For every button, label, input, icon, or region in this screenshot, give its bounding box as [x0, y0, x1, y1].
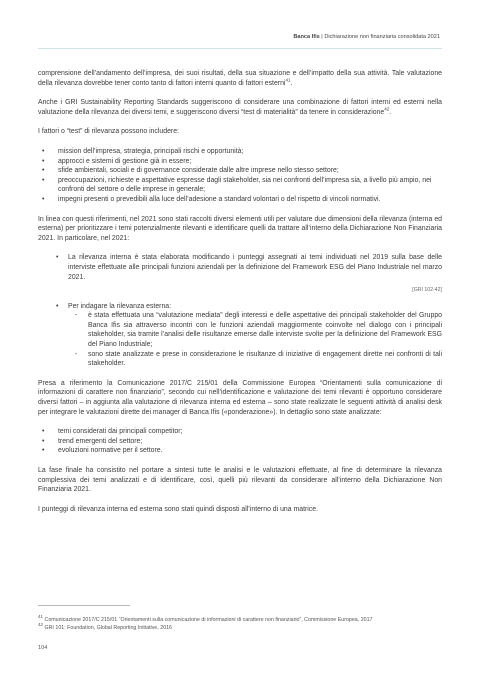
list-item-external-relevance: • Per indagare la rilevanza esterna: - è stata effettuata una “valutazione mediata” degli interessi e delle aspettative dei principali stakeholder del Gruppo Banca Ifis sia attraverso incontri con le funzioni aziendali maggiormente coinvolte nel dialogo con i principali stakeholder, sia tramite l’analisi delle risultanze emerse dalle interviste svolte per la definizione del Framework ESG del Piano Industriale; - sono state analizzate e prese in considerazione le risultanze di iniziative di engagement dirette nei confronti di tali stakeholder.: [38, 302, 442, 369]
footnote-42: $^{42}$ GRI 101: Foundation, Global Reporting Initiative, 2016: [38, 622, 172, 631]
footnote-ref-42[interactable]: 42: [384, 106, 390, 112]
list-item: • impegni presenti o prevedibili alla luce dell’adesione a standard volontari o del rispetto di vincoli normativi.: [38, 195, 442, 205]
sublist-item: - è stata effettuata una “valutazione mediata” degli interessi e delle aspettative dei principali stakeholder del Gruppo Banca Ifis sia attraverso incontri con le funzioni aziendali maggiormente coinvolte nel dialogo con i principali stakeholder, sia tramite l’analisi delle risultanze emerse dalle interviste svolte per la definizione del Framework ESG del Piano Industriale;: [68, 311, 442, 349]
list-item-internal-relevance: • La rilevanza interna è stata elaborata modificando i punteggi assegnati ai temi individuati nel 2019 sulla base delle interviste effettuate alle principali funzioni aziendali per la definizione del Framework ESG del Piano Industriale nel marzo 2021.: [38, 253, 442, 282]
paragraph-6: La fase finale ha consistito nel portare a sintesi tutte le analisi e le valutazioni effettuate, al fine di determinare la rilevanza complessiva dei temi analizzati e di identificare, così, quelli più rilevanti da considerare all’interno della Dichiarazione Non Finanziaria 2021.: [38, 467, 442, 494]
list-item: • trend emergenti del settore;: [38, 437, 442, 447]
list-item: • preoccupazioni, richieste e aspettative espresse dagli stakeholder, sia nei confronti dell’impresa sia, a livello più ampio, nei confronti del settore o delle imprese in generale;: [38, 176, 442, 195]
footnote-divider: [38, 605, 130, 606]
materiality-factors-list: [38, 147, 442, 205]
footnote-41: $^{41}$ Comunicazione 2017/C 215/01 “Orientamenti sulla comunicazione di informazioni di carattere non finanziario”, Commissione Europea, 2017: [38, 614, 373, 623]
external-relevance-sublist: [68, 311, 442, 369]
paragraph-7: I punteggi di rilevanza interna ed esterna sono stati quindi disposti all’interno di una matrice.: [38, 505, 319, 513]
list-item: • approcci e sistemi di gestione già in essere;: [38, 157, 442, 167]
paragraph-5: Presa a riferimento la Comunicazione 2017/C 215/01 della Commissione Europea “Orientamenti sulla comunicazione di informazioni di carattere non finanziario”, secondo cui nell’identificazione e valutazione dei temi rilevanti è opportuno considerare diversi fattori – in aggiunta alla valutazione di rilevanza interna ed esterna – sono state realizzate le seguenti attività di analisi desk per integrare le valutazioni dirette dei manager di Banca Ifis («ponderazione»). In dettaglio sono state analizzate:: [38, 379, 442, 416]
footnotes: [38, 614, 373, 633]
list-item: • sfide ambientali, sociali e di governance considerate dalle altre imprese nello stesso settore;: [38, 166, 442, 176]
external-relevance-list: [38, 302, 442, 369]
page-header: [293, 34, 440, 40]
gri-reference: [GRI 102-42]: [412, 287, 442, 294]
desk-analysis-list: [38, 427, 442, 456]
relevance-list: [38, 253, 442, 282]
paragraph-4: In linea con questi riferimenti, nel 2021 sono stati raccolti diversi elementi utili per valutare due dimensioni della rilevanza (interna ed esterna) per prioritizzare i temi potenzialmente rilevanti e identificare quelli da trattare all’interno della Dichiarazione Non Finanziaria 2021. In particolare, nel 2021:: [38, 215, 442, 242]
footnote-ref-41[interactable]: 41: [285, 77, 291, 83]
paragraph-3: I fattori o “test” di rilevanza possono includere:: [38, 128, 179, 136]
page-body: [38, 69, 442, 524]
header-divider: [38, 48, 442, 49]
paragraph-1: comprensione dell’andamento dell’impresa, dei suoi risultati, della sua situazione e dell’impatto della sua attività. Tale valutazione della rilevanza dovrebbe tener conto tanto di fattori interni quanto di fattori esterni$^{41}$.: [38, 70, 442, 87]
list-item: • mission dell’impresa, strategia, principali rischi e opportunità;: [38, 147, 442, 157]
list-item: • evoluzioni normative per il settore.: [38, 446, 442, 456]
paragraph-2: Anche i GRI Sustainability Reporting Standards suggeriscono di considerare una combinazione di fattori interni ed esterni nella valutazione della rilevanza dei diversi temi, e suggeriscono diversi “test di materialità” da tenere in considerazione$^{42}$.: [38, 99, 442, 116]
list-item: • temi considerati dai principali competitor;: [38, 427, 442, 437]
header-company: Banca Ifis: [293, 34, 320, 40]
header-separator: |: [319, 34, 325, 40]
page-number: 104: [38, 645, 48, 651]
sublist-item: - sono state analizzate e prese in considerazione le risultanze di iniziative di engagement dirette nei confronti di tali stakeholder.: [68, 350, 442, 369]
header-title: Dichiarazione non finanziaria consolidata 2021: [324, 34, 440, 40]
